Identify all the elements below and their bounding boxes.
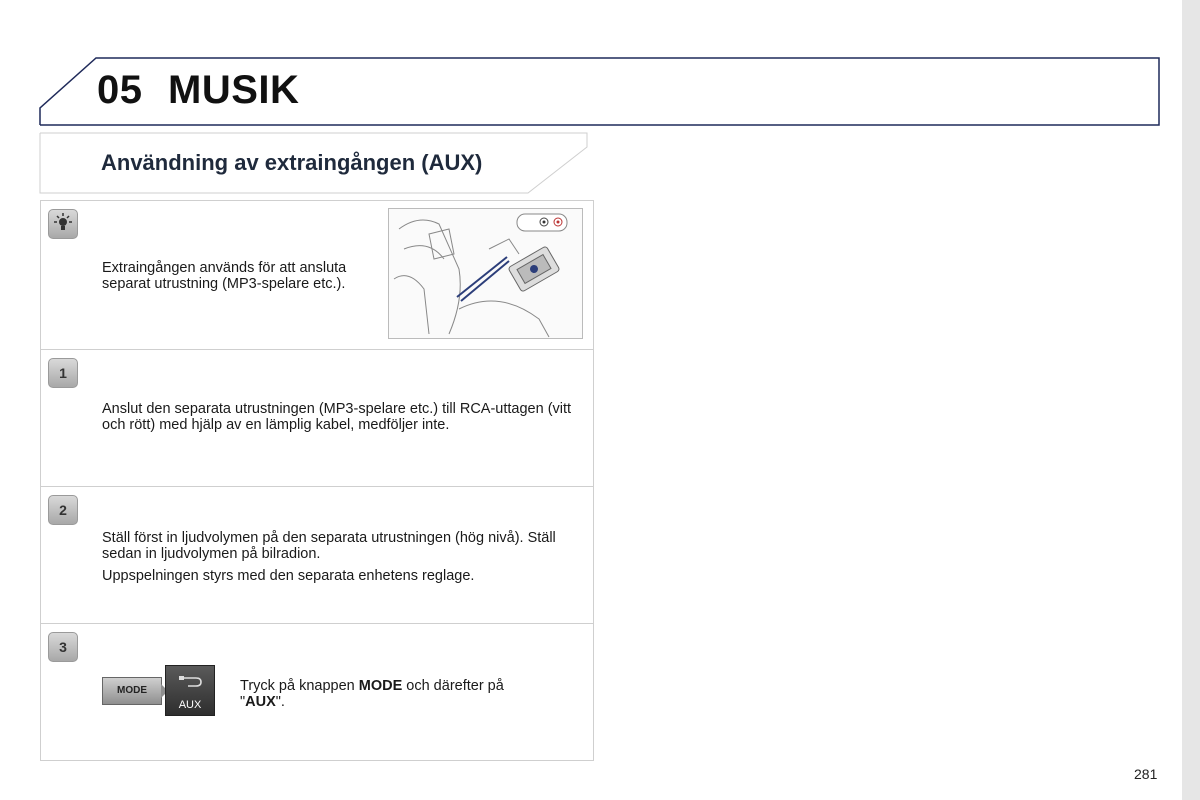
step-3-text [240, 678, 540, 710]
step-2-paragraph-1: Ställ först in ljudvolymen på den separata utrustningen (hög nivå). Ställ sedan in ljudvolymen på bilradion. [102, 530, 556, 562]
aux-button [165, 665, 215, 716]
step-3-badge: 3 [48, 632, 78, 662]
aux-socket-illustration [388, 208, 583, 339]
step-2 [40, 486, 594, 624]
aux-cable-icon [178, 673, 204, 691]
quote-close: ". [275, 694, 285, 710]
step-2-badge: 2 [48, 495, 78, 525]
chapter-number: 05 [97, 68, 143, 112]
aux-word: AUX [245, 694, 276, 710]
step-1-text [102, 401, 572, 439]
mode-button: MODE [102, 677, 162, 705]
section-title: Användning av extraingången (AUX) [101, 150, 483, 175]
tip-badge [48, 209, 78, 239]
aux-button-label: AUX [178, 699, 202, 711]
step-3-text-start: Tryck på knappen [240, 678, 359, 694]
tip-lamp-icon [49, 210, 77, 238]
page-number: 281 [1134, 766, 1158, 782]
step-1-paragraph: Anslut den separata utrustningen (MP3-spelare etc.) till RCA-uttagen (vitt och rött) med hjälp av en lämplig kabel, medföljer inte. [102, 401, 572, 433]
step-2-paragraph-2: Uppspelningen styrs med den separata enhetens reglage. [102, 568, 475, 584]
step-2-text [102, 530, 580, 590]
step-1 [40, 349, 594, 487]
tip-paragraph: Extraingången används för att ansluta separat utrustning (MP3-spelare etc.). [102, 260, 347, 292]
chapter-title: MUSIK [168, 68, 300, 112]
mode-word: MODE [358, 678, 403, 694]
step-1-badge: 1 [48, 358, 78, 388]
step-3-text-mid: och därefter på [402, 678, 504, 694]
quote-open: " [240, 694, 246, 710]
console-drawing [389, 209, 582, 338]
tip-text [102, 260, 392, 298]
